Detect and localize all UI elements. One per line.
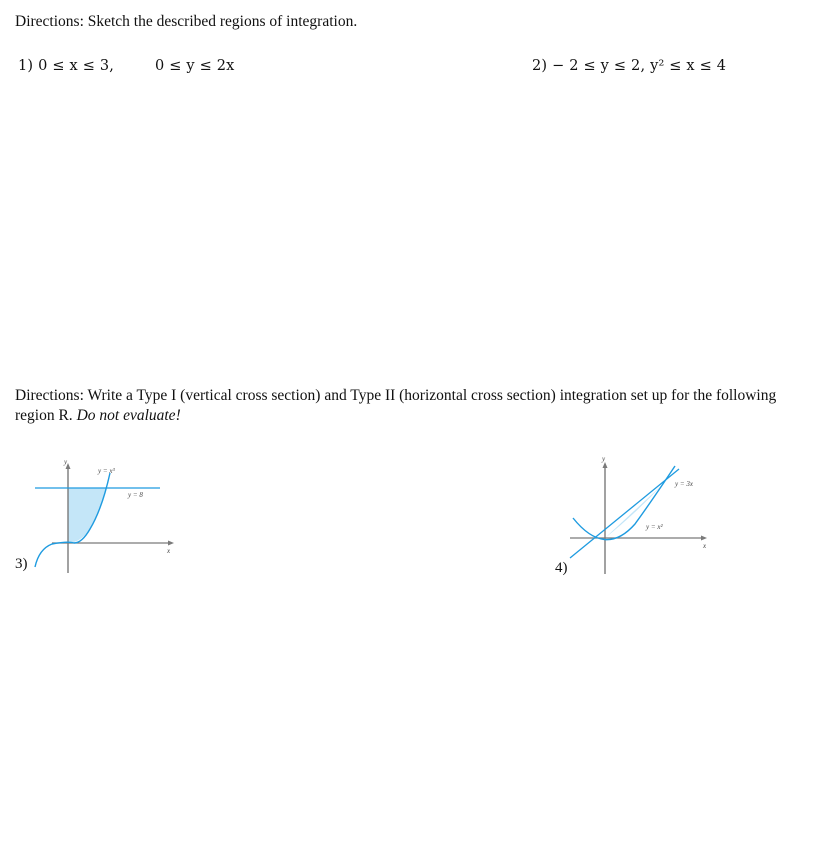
problem-1 [18,58,114,74]
problem-1-x-range: 0 ≤ x ≤ 3, [38,58,115,74]
problem-3-line-label: y = 8 [128,491,143,499]
problem-3-y-label: y [64,458,68,466]
problem-3-x-label: x [167,547,171,555]
problem-3-region [68,488,107,543]
problem-1-y-range: 0 ≤ y ≤ 2x [155,58,235,74]
problem-3-curve-label: y = x³ [98,467,115,475]
problem-1-number: 1) [18,58,34,74]
problem-4-curve-label: y = x² [646,523,663,531]
problem-3-graph [30,455,180,580]
directions-setup-italic: Do not evaluate! [76,407,181,424]
problem-4-line-label: y = 3x [675,480,693,488]
directions-sketch: Directions: Sketch the described regions of integration. [15,13,358,30]
problem-4-number: 4) [555,560,568,576]
directions-setup-main: Directions: Write a Type I (vertical cross section) and Type II (horizontal cross section) integration set up for the following region R. [15,387,777,424]
problem-2-region: − 2 ≤ y ≤ 2, y² ≤ x ≤ 4 [552,58,727,74]
problem-4-graph [565,452,725,577]
problem-4-y-label: y [602,455,606,463]
problem-4-x-arrow-icon [701,536,707,541]
problem-3-x-arrow-icon [168,541,174,546]
problem-4-line [570,469,679,558]
problem-3-number: 3) [15,556,28,572]
problem-4-x-label: x [703,542,707,550]
directions-setup [15,386,815,426]
problem-2-number: 2) [532,58,548,74]
problem-2 [532,58,726,74]
